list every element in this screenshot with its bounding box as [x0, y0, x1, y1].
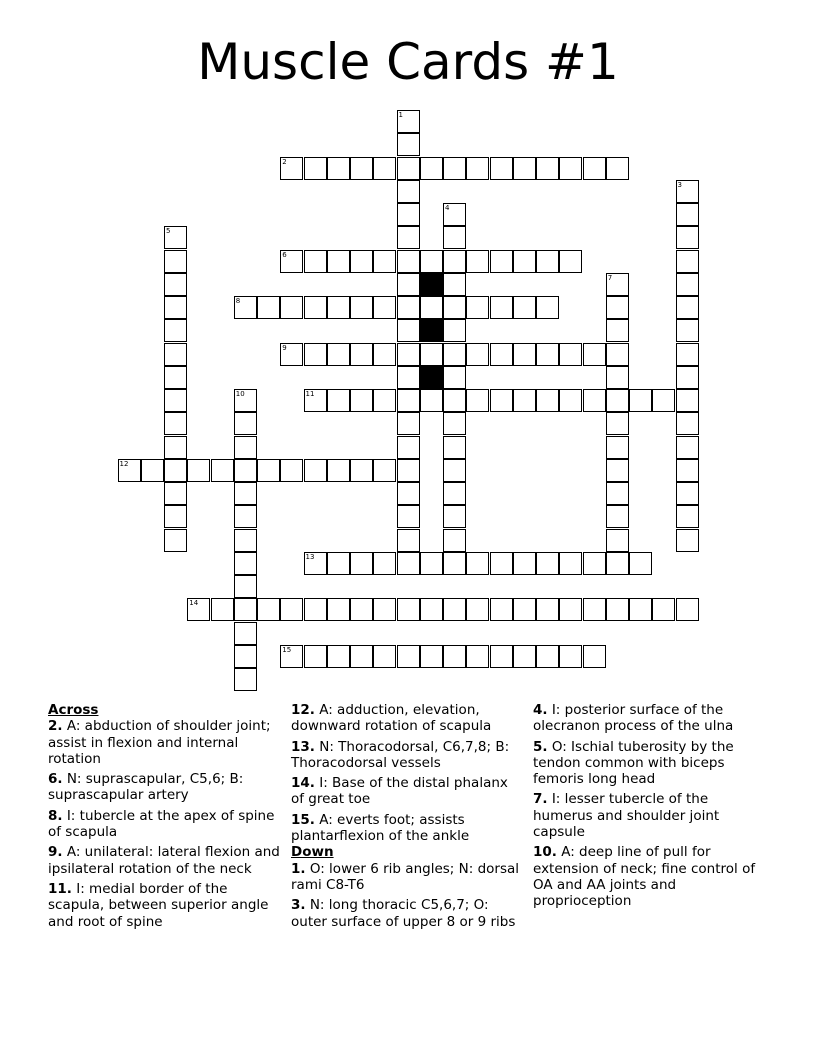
blocked-cell [420, 319, 443, 342]
grid-cell[interactable] [606, 343, 629, 366]
grid-cell[interactable] [676, 529, 699, 552]
clue-across-12: 12. A: adduction, elevation, downward rotation of scapula [291, 702, 492, 735]
grid-cell[interactable] [536, 389, 559, 412]
grid-cell[interactable] [397, 226, 420, 249]
grid-cell[interactable] [397, 250, 420, 273]
grid-cell[interactable] [327, 459, 350, 482]
grid-cell[interactable] [629, 389, 652, 412]
grid-cell[interactable] [234, 436, 257, 459]
grid-cell[interactable] [397, 133, 420, 156]
grid-cell[interactable] [536, 157, 559, 180]
grid-cell[interactable] [490, 598, 513, 621]
grid-cell[interactable] [257, 296, 280, 319]
clue-number: 8 [235, 297, 241, 305]
grid-cell[interactable] [420, 389, 443, 412]
grid-cell[interactable] [211, 459, 234, 482]
grid-cell[interactable] [397, 645, 420, 668]
grid-cell[interactable] [443, 250, 466, 273]
grid-cell[interactable] [443, 319, 466, 342]
grid-cell[interactable] [443, 203, 466, 226]
grid-cell[interactable] [373, 459, 396, 482]
grid-cell[interactable] [304, 343, 327, 366]
grid-cell[interactable] [350, 296, 373, 319]
clue-number: 11 [305, 390, 315, 398]
clue-down-4: 4. I: posterior surface of the olecranon process of the ulna [533, 702, 734, 735]
grid-cell[interactable] [234, 575, 257, 598]
grid-cell[interactable] [676, 296, 699, 319]
grid-cell[interactable] [606, 482, 629, 505]
grid-cell[interactable] [606, 505, 629, 528]
grid-cell[interactable] [304, 250, 327, 273]
grid-cell[interactable] [397, 157, 420, 180]
clue-number: 12 [119, 459, 129, 468]
clues-column-3 [533, 702, 768, 914]
grid-cell[interactable] [606, 273, 629, 296]
grid-cell[interactable] [513, 645, 536, 668]
grid-cell[interactable] [676, 343, 699, 366]
grid-cell[interactable] [443, 436, 466, 459]
grid-cell[interactable] [280, 296, 303, 319]
grid-cell[interactable] [164, 343, 187, 366]
grid-cell[interactable] [443, 552, 466, 575]
grid-cell[interactable] [350, 343, 373, 366]
clue-number: 2 [282, 157, 287, 166]
grid-cell[interactable] [350, 250, 373, 273]
grid-cell[interactable] [606, 319, 629, 342]
grid-cell[interactable] [536, 645, 559, 668]
grid-cell[interactable] [490, 552, 513, 575]
clue-across-2: 2. A: abduction of shoulder joint; assist in flexion and internal rotation [48, 718, 271, 767]
clue-number: 4 [445, 204, 450, 212]
grid-cell[interactable] [466, 389, 489, 412]
grid-cell[interactable] [536, 598, 559, 621]
grid-cell[interactable] [629, 552, 652, 575]
clue-across-14: 14. I: Base of the distal phalanx of great toe [291, 775, 508, 808]
grid-cell[interactable] [676, 505, 699, 528]
grid-cell[interactable] [583, 552, 606, 575]
grid-cell[interactable] [327, 157, 350, 180]
grid-cell[interactable] [490, 389, 513, 412]
grid-cell[interactable] [676, 598, 699, 621]
clue-number: 1 [398, 111, 403, 119]
grid-cell[interactable] [443, 529, 466, 552]
blocked-cell [420, 273, 443, 296]
grid-cell[interactable] [606, 366, 629, 389]
grid-cell[interactable] [280, 157, 303, 180]
grid-cell[interactable] [327, 343, 350, 366]
grid-cell[interactable] [466, 296, 489, 319]
grid-cell[interactable] [280, 250, 303, 273]
clue-number: 14 [189, 599, 199, 608]
grid-cell[interactable] [420, 296, 443, 319]
grid-cell[interactable] [373, 343, 396, 366]
grid-cell[interactable] [606, 598, 629, 621]
grid-cell[interactable] [397, 273, 420, 296]
grid-cell[interactable] [164, 482, 187, 505]
clue-number: 13 [305, 552, 315, 561]
grid-cell[interactable] [559, 598, 582, 621]
clue-down-1: 1. O: lower 6 rib angles; N: dorsal rami C8-T6 [291, 860, 519, 893]
grid-cell[interactable] [187, 459, 210, 482]
grid-cell[interactable] [559, 343, 582, 366]
grid-cell[interactable] [443, 273, 466, 296]
down-heading: Down [291, 844, 334, 861]
grid-cell[interactable] [466, 645, 489, 668]
grid-cell[interactable] [141, 459, 164, 482]
clue-down-5: 5. O: Ischial tuberosity by the tendon common with biceps femoris long head [533, 738, 734, 788]
grid-cell[interactable] [466, 598, 489, 621]
grid-cell[interactable] [350, 552, 373, 575]
grid-cell[interactable] [327, 296, 350, 319]
clue-across-13: 13. N: Thoracodorsal, C6,7,8; B: Thoracodorsal vessels [291, 738, 510, 771]
grid-cell[interactable] [397, 366, 420, 389]
grid-cell[interactable] [350, 389, 373, 412]
grid-cell[interactable] [164, 273, 187, 296]
grid-cell[interactable] [280, 459, 303, 482]
grid-cell[interactable] [513, 250, 536, 273]
grid-cell[interactable] [606, 436, 629, 459]
grid-cell[interactable] [234, 389, 257, 412]
clue-number: 5 [166, 227, 171, 236]
grid-cell[interactable] [164, 319, 187, 342]
grid-cell[interactable] [257, 459, 280, 482]
grid-cell[interactable] [280, 645, 303, 668]
grid-cell[interactable] [373, 389, 396, 412]
grid-cell[interactable] [211, 598, 234, 621]
grid-cell[interactable] [397, 389, 420, 412]
grid-cell[interactable] [420, 343, 443, 366]
grid-cell[interactable] [164, 505, 187, 528]
grid-cell[interactable] [490, 645, 513, 668]
grid-cell[interactable] [164, 296, 187, 319]
grid-cell[interactable] [397, 552, 420, 575]
grid-cell[interactable] [420, 157, 443, 180]
grid-cell[interactable] [187, 598, 210, 621]
grid-cell[interactable] [304, 296, 327, 319]
grid-cell[interactable] [420, 645, 443, 668]
grid-cell[interactable] [606, 552, 629, 575]
grid-cell[interactable] [234, 622, 257, 645]
grid-cell[interactable] [513, 552, 536, 575]
clue-number: 15 [282, 645, 292, 654]
grid-cell[interactable] [490, 343, 513, 366]
grid-cell[interactable] [234, 482, 257, 505]
grid-cell[interactable] [466, 157, 489, 180]
grid-cell[interactable] [234, 645, 257, 668]
grid-cell[interactable] [164, 250, 187, 273]
grid-cell[interactable] [583, 343, 606, 366]
grid-cell[interactable] [443, 459, 466, 482]
grid-cell[interactable] [559, 645, 582, 668]
grid-cell[interactable] [304, 389, 327, 412]
grid-cell[interactable] [327, 552, 350, 575]
grid-cell[interactable] [397, 436, 420, 459]
grid-cell[interactable] [234, 598, 257, 621]
grid-cell[interactable] [606, 529, 629, 552]
grid-cell[interactable] [350, 598, 373, 621]
grid-cell[interactable] [350, 645, 373, 668]
grid-cell[interactable] [443, 598, 466, 621]
grid-cell[interactable] [304, 157, 327, 180]
grid-cell[interactable] [234, 296, 257, 319]
clue-across-15: 15. A: everts foot; assists plantarflexion of the ankle [291, 811, 470, 845]
grid-cell[interactable] [373, 157, 396, 180]
grid-cell[interactable] [676, 459, 699, 482]
grid-cell[interactable] [443, 296, 466, 319]
grid-cell[interactable] [583, 389, 606, 412]
clues-column-2 [291, 702, 523, 934]
grid-cell[interactable] [164, 412, 187, 435]
grid-cell[interactable] [397, 529, 420, 552]
grid-cell[interactable] [536, 250, 559, 273]
grid-cell[interactable] [257, 598, 280, 621]
grid-cell[interactable] [466, 343, 489, 366]
clue-number: 7 [607, 273, 613, 282]
grid-cell[interactable] [490, 250, 513, 273]
grid-cell[interactable] [304, 598, 327, 621]
clue-across-11: 11. I: medial border of the scapula, between superior angle and root of spine [48, 880, 269, 930]
grid-cell[interactable] [397, 319, 420, 342]
grid-cell[interactable] [652, 598, 675, 621]
grid-cell[interactable] [676, 389, 699, 412]
grid-cell[interactable] [443, 645, 466, 668]
grid-cell[interactable] [280, 598, 303, 621]
grid-cell[interactable] [234, 668, 257, 691]
grid-cell[interactable] [629, 598, 652, 621]
grid-cell[interactable] [606, 389, 629, 412]
grid-cell[interactable] [327, 645, 350, 668]
grid-cell[interactable] [676, 319, 699, 342]
grid-cell[interactable] [397, 412, 420, 435]
grid-cell[interactable] [234, 459, 257, 482]
grid-cell[interactable] [536, 343, 559, 366]
grid-cell[interactable] [443, 226, 466, 249]
grid-cell[interactable] [373, 296, 396, 319]
grid-cell[interactable] [583, 645, 606, 668]
grid-cell[interactable] [443, 505, 466, 528]
grid-cell[interactable] [559, 552, 582, 575]
grid-cell[interactable] [513, 296, 536, 319]
grid-cell[interactable] [420, 552, 443, 575]
grid-cell[interactable] [397, 180, 420, 203]
clue-number: 9 [282, 343, 287, 352]
grid-cell[interactable] [536, 296, 559, 319]
grid-cell[interactable] [513, 157, 536, 180]
grid-cell[interactable] [676, 366, 699, 389]
grid-cell[interactable] [280, 343, 303, 366]
grid-cell[interactable] [234, 505, 257, 528]
grid-cell[interactable] [234, 529, 257, 552]
grid-cell[interactable] [327, 389, 350, 412]
grid-cell[interactable] [606, 157, 629, 180]
grid-cell[interactable] [676, 226, 699, 249]
grid-cell[interactable] [676, 436, 699, 459]
grid-cell[interactable] [397, 110, 420, 133]
grid-cell[interactable] [466, 250, 489, 273]
grid-cell[interactable] [397, 482, 420, 505]
grid-cell[interactable] [164, 389, 187, 412]
grid-cell[interactable] [652, 389, 675, 412]
puzzle-title: Muscle Cards #1 [197, 33, 619, 91]
grid-cell[interactable] [583, 157, 606, 180]
grid-cell[interactable] [443, 482, 466, 505]
grid-cell[interactable] [420, 250, 443, 273]
grid-cell[interactable] [676, 412, 699, 435]
grid-cell[interactable] [466, 552, 489, 575]
clue-down-10: 10. A: deep line of pull for extension of neck; fine control of OA and AA joints and proprioception [533, 844, 756, 910]
clue-number: 3 [677, 180, 682, 189]
grid-cell[interactable] [490, 157, 513, 180]
grid-cell[interactable] [373, 598, 396, 621]
grid-cell[interactable] [513, 389, 536, 412]
grid-cell[interactable] [559, 157, 582, 180]
grid-cell[interactable] [164, 459, 187, 482]
grid-cell[interactable] [373, 552, 396, 575]
across-heading: Across [48, 702, 99, 718]
grid-cell[interactable] [676, 482, 699, 505]
grid-cell[interactable] [350, 459, 373, 482]
grid-cell[interactable] [676, 273, 699, 296]
grid-cell[interactable] [397, 296, 420, 319]
grid-cell[interactable] [536, 552, 559, 575]
clue-across-6: 6. N: suprascapular, C5,6; B: suprascapular artery [48, 771, 244, 804]
grid-cell[interactable] [420, 598, 443, 621]
grid-cell[interactable] [397, 343, 420, 366]
clue-down-7: 7. I: lesser tubercle of the humerus and shoulder joint capsule [533, 791, 720, 841]
blocked-cell [420, 366, 443, 389]
grid-cell[interactable] [234, 412, 257, 435]
clues-column-1 [48, 702, 280, 934]
grid-cell[interactable] [373, 250, 396, 273]
grid-cell[interactable] [676, 180, 699, 203]
grid-cell[interactable] [397, 459, 420, 482]
grid-cell[interactable] [304, 552, 327, 575]
grid-cell[interactable] [443, 157, 466, 180]
grid-cell[interactable] [606, 459, 629, 482]
grid-cell[interactable] [443, 366, 466, 389]
grid-cell[interactable] [164, 436, 187, 459]
grid-cell[interactable] [397, 203, 420, 226]
grid-cell[interactable] [327, 250, 350, 273]
clue-number: 6 [282, 250, 287, 259]
grid-cell[interactable] [559, 389, 582, 412]
grid-cell[interactable] [164, 529, 187, 552]
grid-cell[interactable] [676, 203, 699, 226]
grid-cell[interactable] [118, 459, 141, 482]
grid-cell[interactable] [513, 343, 536, 366]
grid-cell[interactable] [304, 645, 327, 668]
grid-cell[interactable] [513, 598, 536, 621]
grid-cell[interactable] [304, 459, 327, 482]
clue-down-3: 3. N: long thoracic C5,6,7; O: outer surface of upper 8 or 9 ribs [291, 897, 516, 930]
grid-cell[interactable] [676, 250, 699, 273]
grid-cell[interactable] [443, 343, 466, 366]
clue-across-8: 8. I: tubercle at the apex of spine of scapula [48, 807, 275, 841]
grid-cell[interactable] [583, 598, 606, 621]
grid-cell[interactable] [234, 552, 257, 575]
grid-cell[interactable] [327, 598, 350, 621]
grid-cell[interactable] [164, 226, 187, 249]
grid-cell[interactable] [443, 412, 466, 435]
grid-cell[interactable] [490, 296, 513, 319]
clue-across-9: 9. A: unilateral: lateral flexion and ipsilateral rotation of the neck [48, 844, 280, 877]
grid-cell[interactable] [559, 250, 582, 273]
grid-cell[interactable] [443, 389, 466, 412]
clue-number: 10 [235, 390, 245, 398]
grid-cell[interactable] [350, 157, 373, 180]
grid-cell[interactable] [397, 598, 420, 621]
grid-cell[interactable] [397, 505, 420, 528]
grid-cell[interactable] [606, 296, 629, 319]
grid-cell[interactable] [373, 645, 396, 668]
grid-cell[interactable] [606, 412, 629, 435]
grid-cell[interactable] [164, 366, 187, 389]
